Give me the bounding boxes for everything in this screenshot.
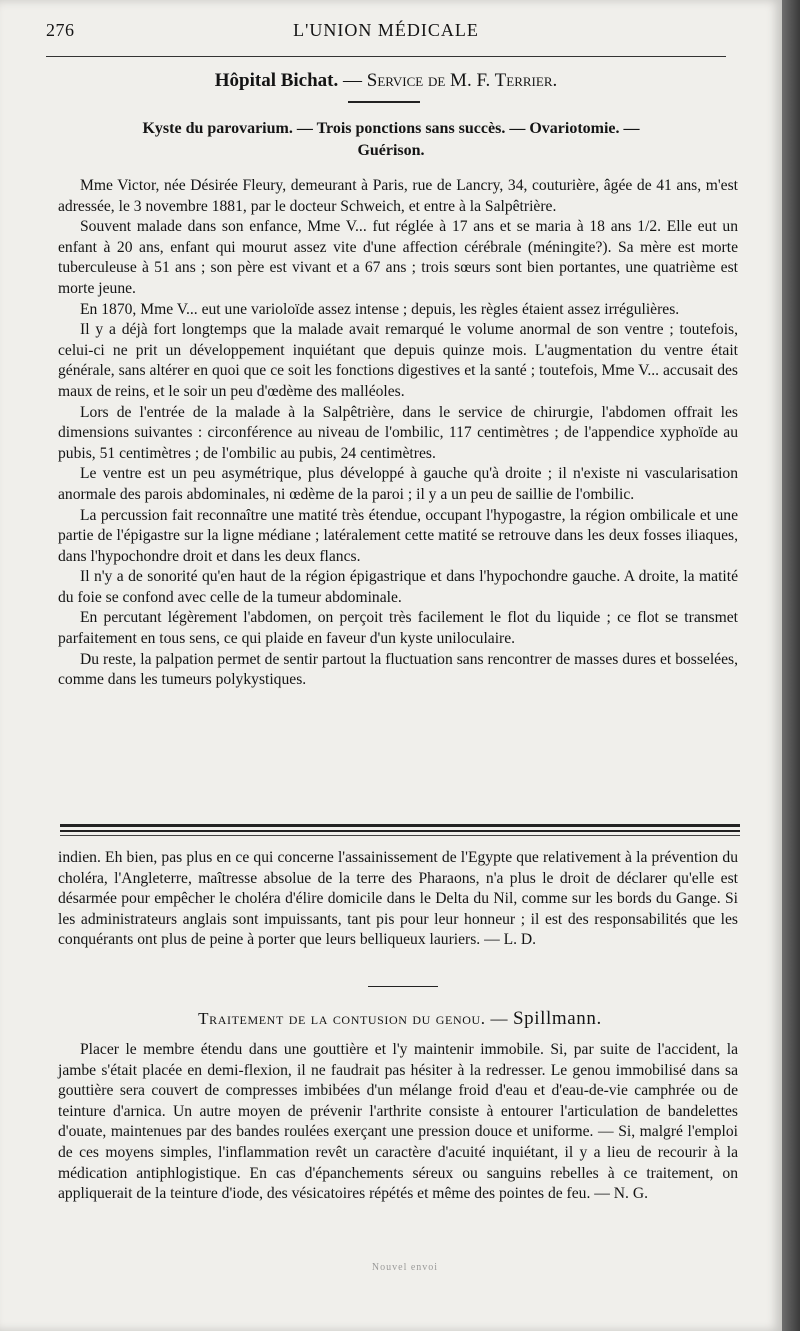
case-paragraph: En percutant légèrement l'abdomen, on perçoit très facilement le flot du liquide ; ce flot se transmet parfaitement en tous sens, ce qui plaide en faveur d'un kyste uniloculaire. [58,609,738,648]
case-title [56,118,726,162]
page-edge-shadow [782,0,800,1331]
case-paragraph: Il y a déjà fort longtemps que la malade avait remarqué le volume anormal de son ventre ; toutefois, celui-ci ne prit un développement inquiétant que depuis quinze mois. L'augmentation du ventre était générale, sans altérer en quoi que ce soit les fonctions digestives et la santé ; toutefois, Mme V... accusait des maux de reins, et le soir un peu d'œdème des malléoles. [58,321,738,400]
traitement-paragraph: Placer le membre étendu dans une gouttière et l'y maintenir immobile. Si, par suite de l'accident, la jambe s'était placée en demi-flexion, il ne faudrait pas hésiter à la redresser. Le genou immobilisé dans sa gouttière sera couvert de compresses imbibées d'un mélange froid d'eau et d'eau-de-vie camphrée ou de teinture d'arnica. Un autre moyen de prévenir l'arthrite consiste à entourer l'articulation de bandelettes d'ouate, maintenues par des bandes roulées exerçant une pression douce et uniforme. — Si, malgré l'emploi de ces moyens simples, l'inflammation revêt un caractère d'acuité inquiétant, il y a lieu de recourir à la médication antiphlogistique. En cas d'épanchements séreux ou sanguins rebelles à ce traitement, on appliquerait de la teinture d'iode, des vésicatoires répétés et même des pointes de feu. — N. G. [58,1041,738,1203]
case-paragraph: En 1870, Mme V... eut une varioloïde assez intense ; depuis, les règles étaient assez irrégulières. [80,300,680,318]
running-header [46,20,726,44]
footer-stamp: Nouvel envoi [371,1262,439,1273]
case-title-line-2: Guérison. [357,142,425,159]
service-name: — Service de M. F. Terrier. [343,70,558,91]
hospital-name: Hôpital Bichat. [214,70,339,91]
case-paragraph: Mme Victor, née Désirée Fleury, demeurant à Paris, rue de Lancry, 34, couturière, âgée de 41 ans, m'est adressée, le 3 novembre 1881, par le docteur Schweich, et entre à la Salpêtrière. [58,177,738,215]
traitement-title [60,1008,740,1030]
case-paragraph: Du reste, la palpation permet de sentir partout la fluctuation sans rencontrer de masses dures et bosselées, comme dans les tumeurs polykystiques. [58,650,738,689]
feuilleton-paragraph: indien. Eh bien, pas plus en ce qui concerne l'assainissement de l'Egypte que relativement à la prévention du choléra, l'Angleterre, maîtresse absolue de la terre des Pharaons, n'a plus le droit de déclarer qu'elle est désarmée pour empêcher le choléra d'élire domicile dans le Delta du Nil, comme sur les bords du Gange. Si les administrateurs anglais sont impuissants, tant pis pour leur honneur ; il est des responsabilités que les conquérants ont plus de peine à porter que leurs belliqueux lauriers. — L. D. [58,849,738,949]
traitement-body [58,1040,738,1205]
traitement-author: Spillmann. [512,1008,602,1029]
case-paragraph: La percussion fait reconnaître une matité très étendue, occupant l'hypogastre, la région ombilicale et une partie de l'épigastre sur la ligne médiane ; latéralement cette matité se retrouve dans les deux fosses iliaques, dans l'hypochondre droit et dans les deux flancs. [58,506,738,565]
journal-title: L'UNION MÉDICALE [293,20,479,40]
case-paragraph: Le ventre est un peu asymétrique, plus développé à gauche qu'à droite ; il n'existe ni vascularisation anormale des parois abdominales, ni œdème de la paroi ; il y a un peu de saillie de l'ombilic. [58,465,738,503]
case-paragraph: Il n'y a de sonorité qu'en haut de la région épigastrique et dans l'hypochondre gauche. A droite, la matité du foie se confond avec celle de la tumeur abdominale. [58,568,738,606]
case-title-line-1: Kyste du parovarium. — Trois ponctions sans succès. — Ovariotomie. — [142,120,640,137]
hospital-heading [46,70,726,92]
page-number: 276 [46,20,75,40]
case-body [58,176,738,691]
traitement-heading: Traitement de la contusion du genou. — [198,1009,509,1028]
feuilleton-separator [60,824,740,836]
hospital-underline [348,101,420,103]
header-rule [46,56,726,57]
section-divider [368,986,438,987]
case-paragraph: Lors de l'entrée de la malade à la Salpêtrière, dans le service de chirurgie, l'abdomen offrait les dimensions suivantes : circonférence au niveau de l'ombilic, 117 centimètres ; de l'appendice xyphoïde au pubis, 51 centimètres ; de l'ombilic au pubis, 24 centimètres. [58,403,738,462]
feuilleton-body [58,848,738,951]
case-paragraph: Souvent malade dans son enfance, Mme V... fut réglée à 17 ans et se maria à 18 ans 1/2. Elle eut un enfant à 20 ans, enfant qui mourut assez vite d'une affection cérébrale (méningite?). Sa mère est morte tuberculeuse à 51 ans ; son père est vivant et a 67 ans ; trois sœurs sont bien portantes, une quatrième est morte jeune. [58,218,738,297]
